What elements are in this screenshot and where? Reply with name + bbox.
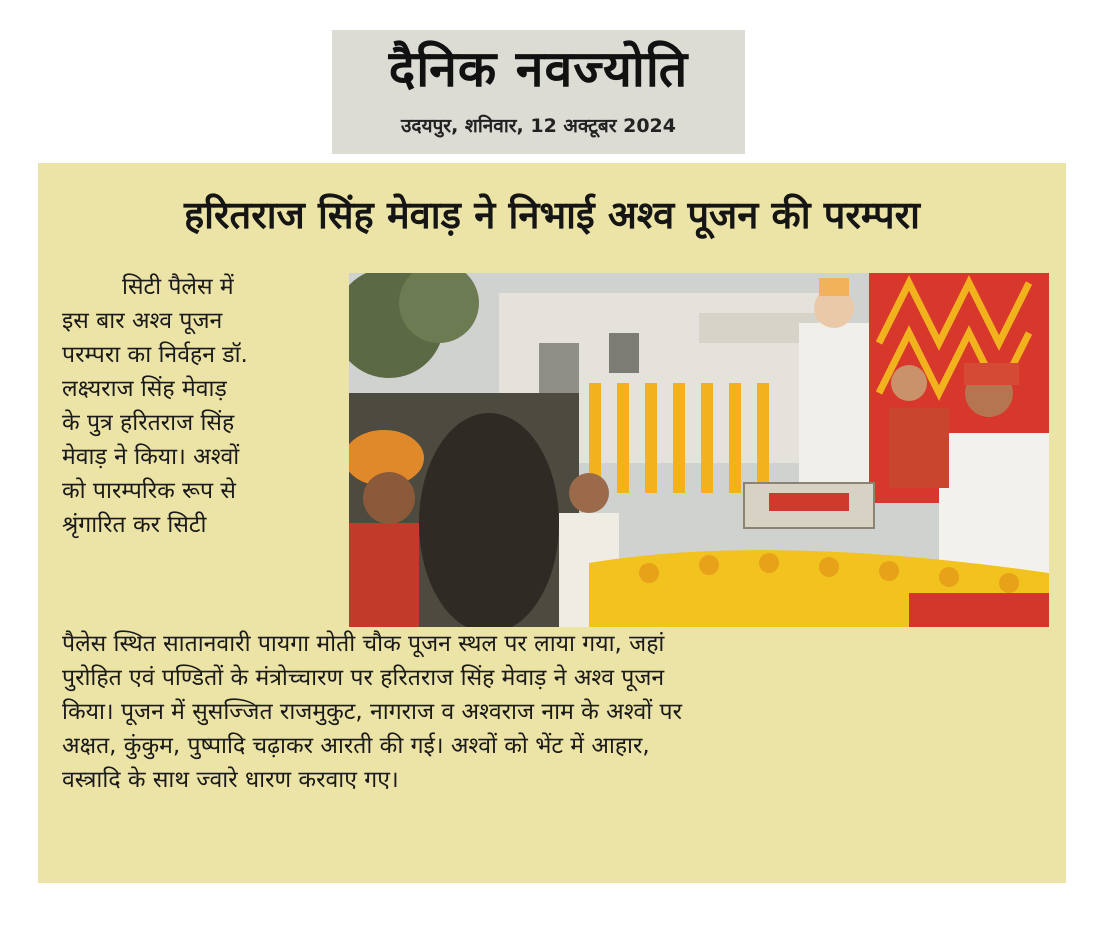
text-line: पैलेस स्थित सातानवारी पायगा मोती चौक पूजन स्थल पर लाया गया, जहां [62,631,665,657]
text-line: इस बार अश्व पूजन [62,308,223,334]
dateline: उदयपुर, शनिवार, 12 अक्टूबर 2024 [400,115,676,137]
text-line: अक्षत, कुंकुम, पुष्पादि चढ़ाकर आरती की गई। अश्वों को भेंट में आहार, [62,733,650,759]
text-line: परम्परा का निर्वहन डॉ. [62,342,248,368]
news-photo [349,273,1049,627]
masthead [332,30,745,154]
text-line: लक्ष्यराज सिंह मेवाड़ [62,376,227,402]
text-line: किया। पूजन में सुसज्जित राजमुकुट, नागराज व अश्वराज नाम के अश्वों पर [62,699,682,725]
text-line: वस्त्रादि के साथ ज्वारे धारण करवाए गए। [62,767,399,793]
text-line: पुरोहित एवं पण्डितों के मंत्रोच्चारण पर हरितराज सिंह मेवाड़ ने अश्व पूजन [62,665,665,691]
text-line: मेवाड़ ने किया। अश्वों [62,444,240,470]
left-column-text [62,270,352,542]
text-line: को पारम्परिक रूप से [62,478,236,504]
newspaper-name: दैनिक नवज्योति [388,40,689,98]
news-clipping [38,163,1066,883]
text-line: सिटी पैलेस में [122,274,234,300]
headline: हरितराज सिंह मेवाड़ ने निभाई अश्व पूजन की परम्परा [183,193,921,237]
full-width-text [62,627,1052,797]
text-line: श्रृंगारित कर सिटी [62,512,207,538]
text-line: के पुत्र हरितराज सिंह [62,410,235,436]
